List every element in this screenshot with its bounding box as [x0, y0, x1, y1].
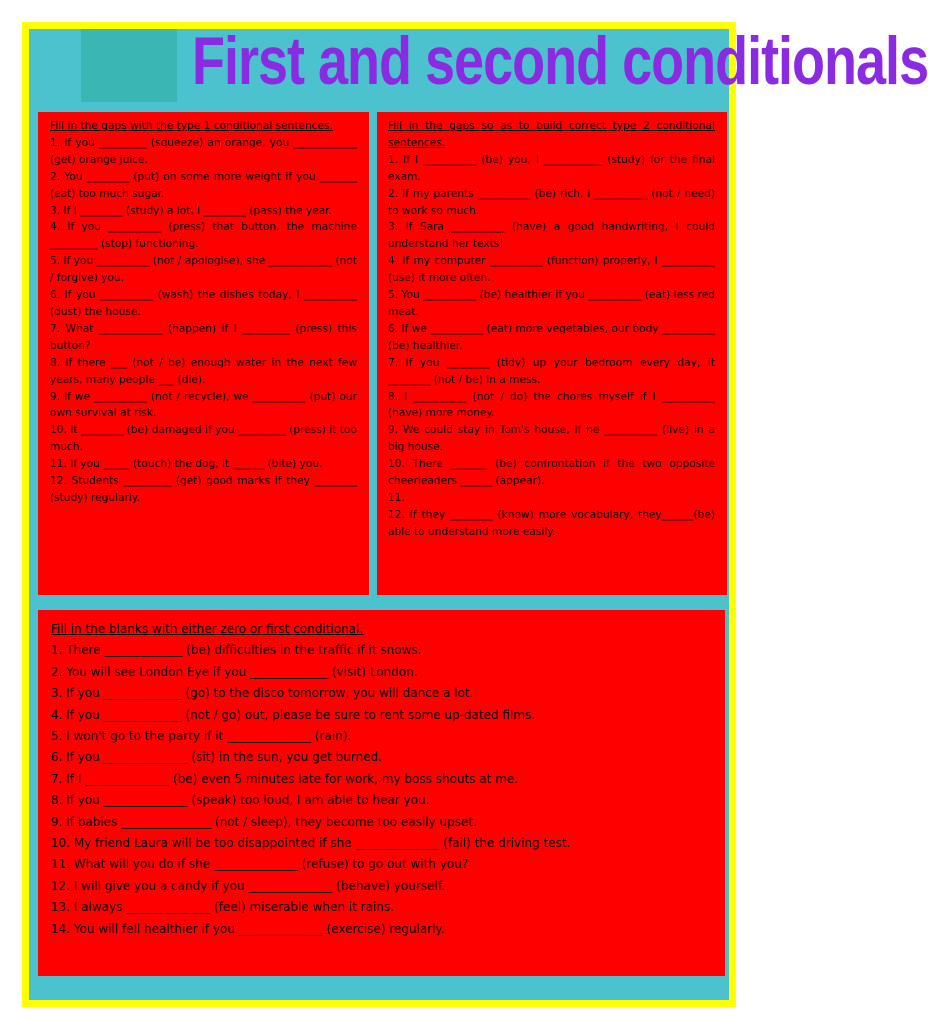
- exercise-item: 10. There _______ (be) confrontation if the two opposite cheerleaders ______ (appear).: [388, 458, 715, 488]
- exercise-item: 6. If we __________ (eat) more vegetables, our body __________ (be) healthier.: [388, 322, 715, 352]
- exercise-item: 4. If you __________ (press) that button, the machine _________ (stop) functioning.: [50, 221, 357, 251]
- page-title: First and second conditionals: [192, 24, 928, 99]
- exercise-panel-type2: [377, 112, 727, 595]
- exercise-item: 10. It ________ (be) damaged if you _________ (press) it too much.: [50, 424, 357, 454]
- exercise-item: 2. You will see London Eye if you _____________ (visit) London.: [51, 664, 418, 679]
- exercise-item: 1. There _____________ (be) difficulties in the traffic if it snows.: [51, 643, 422, 658]
- exercise-item: 2. You ________ (put) on some more weight if you _______ (eat) too much sugar.: [50, 170, 357, 200]
- exercise-item: 7. What ____________ (happen) if I _________ (press) this button?: [50, 322, 357, 352]
- exercise-heading: Fill in the gaps so as to build correct type 2 conditional sentences.: [388, 120, 715, 149]
- exercise-item: 10. My friend Laura will be too disappointed if she ______________ (fail) the driving test.: [51, 836, 571, 851]
- exercise-panel-type1: [38, 112, 369, 595]
- exercise-item: 8. If you ______________ (speak) too loud, I am able to hear you.: [51, 793, 430, 808]
- exercise-item: 11. What will you do if she ______________ (refuse) to go out with you?: [51, 857, 469, 872]
- exercise-heading: Fill in the blanks with either zero or first conditional.: [51, 622, 364, 636]
- exercise-item: 4. If my computer __________ (function) properly, I __________ (use) it more often.: [388, 255, 715, 285]
- exercise-item: 14. You will fell healthier if you ______________ (exercise) regularly.: [51, 921, 445, 936]
- exercise-item: 7. If you ________ (tidy) up your bedroom every day, it ________ (not / be) in a mess.: [388, 356, 715, 386]
- exercise-item: 8. I __________ (not / do) the chores myself if I __________ (have) more money.: [388, 390, 715, 420]
- decorative-box: [81, 29, 177, 102]
- exercise-item: 12. Students _________ (get) good marks if they ________ (study) regularly.: [50, 475, 357, 504]
- exercise-item: 3. If I ________ (study) a lot, I ________ (pass) the year.: [50, 204, 333, 217]
- exercise-item: 1. If you _________ (squeeze) an orange, you ____________ (get) orange juice.: [50, 136, 357, 166]
- exercise-item: 9. If we __________ (not / recycle), we __________ (put) our own survival at risk.: [50, 390, 357, 420]
- exercise-item: 2. If my parents __________ (be) rich, I __________ (not / need) to work so much.: [388, 187, 715, 217]
- exercise-panel-zero-first: [38, 610, 725, 976]
- exercise-heading: Fill in the gaps with the type 1 conditional sentences.: [50, 120, 334, 132]
- exercise-item: 4. If you _____________ (not / go) out, please be sure to rent some up-dated films.: [51, 707, 536, 722]
- exercise-item: 5. I won't go to the party if it ______________ (rain).: [51, 729, 352, 744]
- exercise-item: 12. I will give you a candy if you ______________ (behave) yourself.: [51, 878, 446, 893]
- exercise-item: 12. If they ________ (know) more vocabulary, they______(be) able to understand more easily.: [388, 508, 715, 538]
- exercise-item: 13. I always ______________ (feel) miserable when it rains.: [51, 900, 395, 915]
- exercise-item: 6. If you __________ (wash) the dishes today, I __________ (dust) the house.: [50, 289, 357, 318]
- exercise-item: 3. If you _____________ (go) to the disco tomorrow, you will dance a lot.: [51, 686, 474, 701]
- exercise-item: 8. If there ___ (not / be) enough water in the next few years, many people ___ (die).: [50, 356, 357, 386]
- exercise-item: 7. If I ______________ (be) even 5 minutes late for work, my boss shouts at me.: [51, 771, 519, 786]
- exercise-item: 5. If you __________ (not / apologise), she ____________ (not / forgive) you.: [50, 255, 357, 285]
- exercise-item: 3. If Sara __________ (have) a good handwriting, I could understand her texts!: [388, 221, 715, 251]
- exercise-item: 9. We could stay in Tom's house, if he __________ (live) in a big house.: [388, 424, 715, 454]
- exercise-item: 1. If I __________ (be) you, I ___________ (study) for the final exam.: [388, 153, 715, 183]
- exercise-item: 5. You __________ (be) healthier if you __________ (eat) less red meat.: [388, 289, 715, 318]
- exercise-item: 9. If babies _______________ (not / sleep), they become too easily upset.: [51, 814, 477, 829]
- exercise-item: 11.: [388, 491, 405, 504]
- exercise-item: 6. If you ______________ (sit) in the sun, you get burned.: [51, 750, 383, 765]
- exercise-item: 11. If you _____ (touch) the dog, it ______ (bite) you.: [50, 458, 323, 471]
